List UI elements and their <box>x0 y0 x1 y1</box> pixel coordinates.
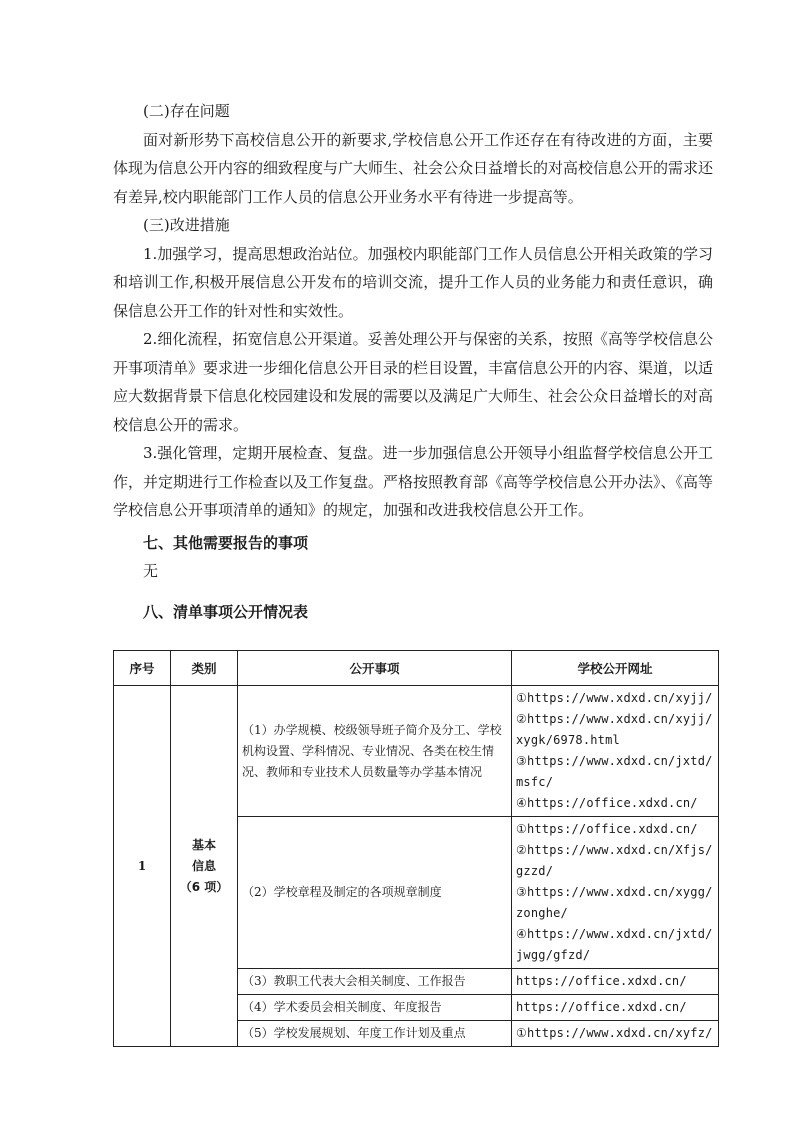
section-seven-heading: 七、其他需要报告的事项 <box>143 533 309 552</box>
measures-heading: (三)改进措施 <box>143 216 230 234</box>
url-link[interactable]: ④https://www.xdxd.cn/jxtd/jwgg/gfzd/ <box>516 927 713 962</box>
item-cell: （3）教职工代表大会相关制度、工作报告 <box>238 969 512 995</box>
measure-item-1: 1.加强学习，提高思想政治站位。加强校内职能部门工作人员信息公开相关政策的学习和培训工作,积极开展信息公开发布的培训交流，提升工作人员的业务能力和责任意识，确保信息公开工作的针对性和实效性。 <box>113 244 713 320</box>
url-link[interactable]: ③https://www.xdxd.cn/jxtd/msfc/ <box>516 754 713 789</box>
section-eight-heading: 八、清单事项公开情况表 <box>143 602 309 621</box>
body-text <box>113 97 713 626</box>
header-item: 公开事项 <box>238 651 512 686</box>
url-cell <box>512 686 719 817</box>
url-link[interactable]: ②https://www.xdxd.cn/Xfjs/gzzd/ <box>516 843 713 878</box>
category-line: 信息 <box>191 858 216 873</box>
url-link[interactable]: ③https://www.xdxd.cn/xygg/zonghe/ <box>516 885 713 920</box>
table-header-row <box>114 651 719 686</box>
category-line: 基本 <box>191 837 216 852</box>
url-link[interactable]: ④https://office.xdxd.cn/ <box>516 796 698 810</box>
header-url: 学校公开网址 <box>512 651 719 686</box>
header-no: 序号 <box>114 651 171 686</box>
url-link[interactable]: https://office.xdxd.cn/ <box>516 974 687 988</box>
problems-paragraph: 面对新形势下高校信息公开的新要求,学校信息公开工作还存在有待改进的方面，主要体现为信息公开内容的细致程度与广大师生、社会公众日益增长的对高校信息公开的需求还有差异,校内职能部门工作人员的信息公开业务水平有待进一步提高等。 <box>113 130 714 206</box>
url-link[interactable]: https://office.xdxd.cn/ <box>516 1000 687 1014</box>
url-cell <box>512 817 719 969</box>
url-link[interactable]: ①https://www.xdxd.cn/xyjj/ <box>516 691 713 705</box>
group-category <box>171 686 238 1047</box>
item-cell: （1）办学规模、校级领导班子简介及分工、学校机构设置、学科情况、专业情况、各类在校生情况、教师和专业技术人员数量等办学基本情况 <box>238 686 512 817</box>
url-link[interactable]: ①https://office.xdxd.cn/ <box>516 822 698 836</box>
url-link[interactable]: ①https://www.xdxd.cn/xyfz/ <box>516 1026 713 1040</box>
measure-item-2: 2.细化流程，拓宽信息公开渠道。妥善处理公开与保密的关系，按照《高等学校信息公开事项清单》要求进一步细化信息公开目录的栏目设置，丰富信息公开的内容、渠道，以适应大数据背景下信息化校园建设和发展的需要以及满足广大师生、社会公众日益增长的对高校信息公开的需求。 <box>113 330 714 434</box>
url-link[interactable]: ②https://www.xdxd.cn/xyjj/xygk/6978.html <box>516 712 713 747</box>
table-row <box>114 686 719 817</box>
item-cell: （2）学校章程及制定的各项规章制度 <box>238 817 512 969</box>
item-cell: （4）学术委员会相关制度、年度报告 <box>238 995 512 1021</box>
section-seven-body: 无 <box>143 562 159 580</box>
url-cell <box>512 1021 719 1047</box>
url-cell <box>512 969 719 995</box>
header-category: 类别 <box>171 651 238 686</box>
problems-heading: (二)存在问题 <box>143 102 230 120</box>
category-line: （6 项） <box>179 879 229 894</box>
url-cell <box>512 995 719 1021</box>
disclosure-list-table <box>113 650 719 1047</box>
group-number: 1 <box>114 686 171 1047</box>
measure-item-3: 3.强化管理，定期开展检查、复盘。进一步加强信息公开领导小组监督学校信息公开工作，并定期进行工作检查以及工作复盘。严格按照教育部《高等学校信息公开办法》、《高等学校信息公开事项清单的通知》的规定，加强和改进我校信息公开工作。 <box>113 444 714 519</box>
item-cell: （5）学校发展规划、年度工作计划及重点 <box>238 1021 512 1047</box>
